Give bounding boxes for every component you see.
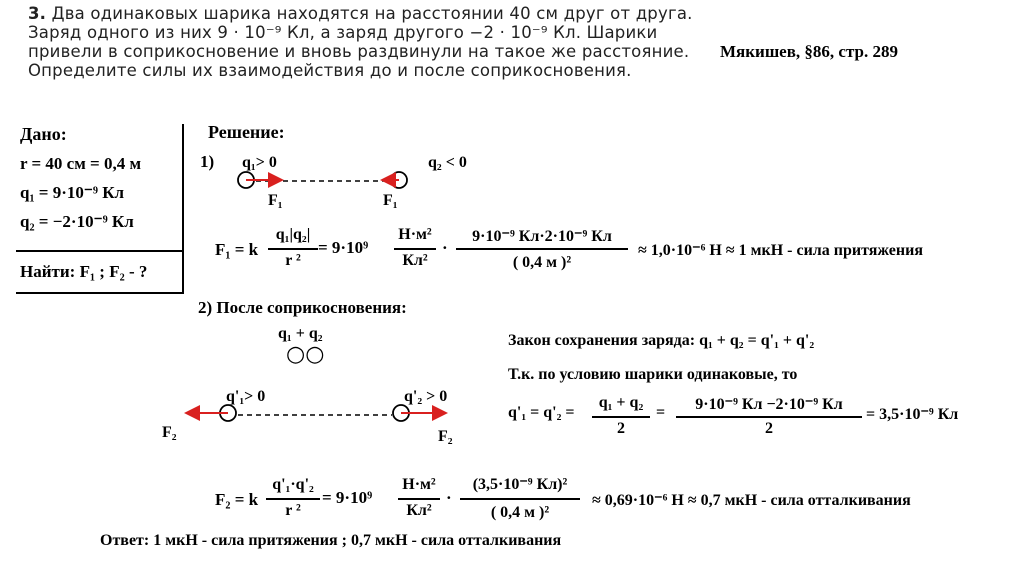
given-q1: q₁ = 9·10⁻⁹ Кл <box>20 183 125 202</box>
f1-fraction-bar <box>268 248 318 250</box>
qp-frac2-den: 2 <box>765 420 773 437</box>
identical-balls-note: Т.к. по условию шарики одинаковые, то <box>508 366 798 383</box>
units-num-1: Н·м² <box>398 226 432 243</box>
sum-label: q₁ + q₂ <box>278 325 323 342</box>
qp-lhs: q'₁ = q'₂ = <box>508 404 575 421</box>
f2-right-label: F₂ <box>438 428 453 445</box>
f2-fraction-den: r ² <box>285 502 301 519</box>
charge-conservation: Закон сохранения заряда: q₁ + q₂ = q'₁ + q'₂ <box>508 332 815 349</box>
f2-values-num: (3,5·10⁻⁹ Кл)² <box>472 476 568 493</box>
q2-negative-label: q₂ < 0 <box>428 154 467 171</box>
f1-left-label: F₁ <box>268 192 283 209</box>
f2-left-label: F₂ <box>162 424 177 441</box>
q2p-positive-label: q'₂ > 0 <box>404 388 448 405</box>
touching-balls: ○○ <box>286 342 325 367</box>
find-line: Найти: F₁ ; F₂ - ? <box>20 262 148 281</box>
f1-eq-lhs: F₁ = k <box>215 240 259 259</box>
units-bar-2 <box>398 498 440 500</box>
f1-right-label: F₁ <box>383 192 398 209</box>
units-den-1: Кл² <box>402 252 428 269</box>
step2-label: 2) После соприкосновения: <box>198 298 407 317</box>
given-q2: q₂ = −2·10⁻⁹ Кл <box>20 212 134 231</box>
q1p-positive-label: q'₁> 0 <box>226 388 266 405</box>
units-num-2: Н·м² <box>402 476 436 493</box>
f1-values-den: ( 0,4 м )² <box>512 254 572 271</box>
f1-fraction-den: r ² <box>285 252 301 269</box>
q1-positive-label: q₁> 0 <box>242 154 277 171</box>
textbook-source: Мякишев, §86, стр. 289 <box>720 42 898 61</box>
f2-fraction-bar <box>266 498 320 500</box>
units-bar-1 <box>394 248 436 250</box>
qp-frac2-num: 9·10⁻⁹ Кл −2·10⁻⁹ Кл <box>695 396 843 413</box>
qp-frac1-den: 2 <box>617 420 625 437</box>
problem-text: Два одинаковых шарика находятся на расстоянии 40 см друг от друга. Заряд одного из них 9 · 10⁻⁹ Кл, а заряд другого −2 · 10⁻⁹ Кл. Шарики привели в соприкосновение и вновь раздвинули на такое же расстояние. Определите силы их взаимодействия до и после соприкосновения. <box>28 4 693 80</box>
k-value-1: = 9·10⁹ <box>318 238 369 257</box>
dot-1: · <box>442 238 448 257</box>
answer-line: Ответ: 1 мкН - сила притяжения ; 0,7 мкН - сила отталкивания <box>100 532 562 549</box>
f2-eq-lhs: F₂ = k <box>215 490 259 509</box>
given-r: r = 40 см = 0,4 м <box>20 154 142 173</box>
solution-heading: Решение: <box>208 122 285 142</box>
f2-fraction-num: q'₁·q'₂ <box>272 476 314 493</box>
given-heading: Дано: <box>20 124 67 144</box>
qp-eq: = <box>656 404 666 421</box>
qp-frac1-bar <box>592 416 650 418</box>
problem-number: 3. <box>28 4 47 23</box>
units-den-2: Кл² <box>406 502 432 519</box>
f2-values-bar <box>460 498 580 500</box>
f1-result: ≈ 1,0·10⁻⁶ Н ≈ 1 мкН - сила притяжения <box>638 242 923 259</box>
f2-values-den: ( 0,4 м )² <box>490 504 550 521</box>
f1-values-num: 9·10⁻⁹ Кл·2·10⁻⁹ Кл <box>472 228 612 245</box>
dot-2: · <box>446 488 452 507</box>
qp-frac2-bar <box>676 416 862 418</box>
qp-frac1-num: q₁ + q₂ <box>598 394 644 411</box>
f2-result: ≈ 0,69·10⁻⁶ Н ≈ 0,7 мкН - сила отталкивания <box>592 492 911 509</box>
f1-fraction-num: q₁|q₂| <box>275 226 311 243</box>
k-value-2: = 9·10⁹ <box>322 488 373 507</box>
step1-label: 1) <box>200 152 215 171</box>
qp-result: = 3,5·10⁻⁹ Кл <box>866 406 959 423</box>
f1-values-bar <box>456 248 628 250</box>
